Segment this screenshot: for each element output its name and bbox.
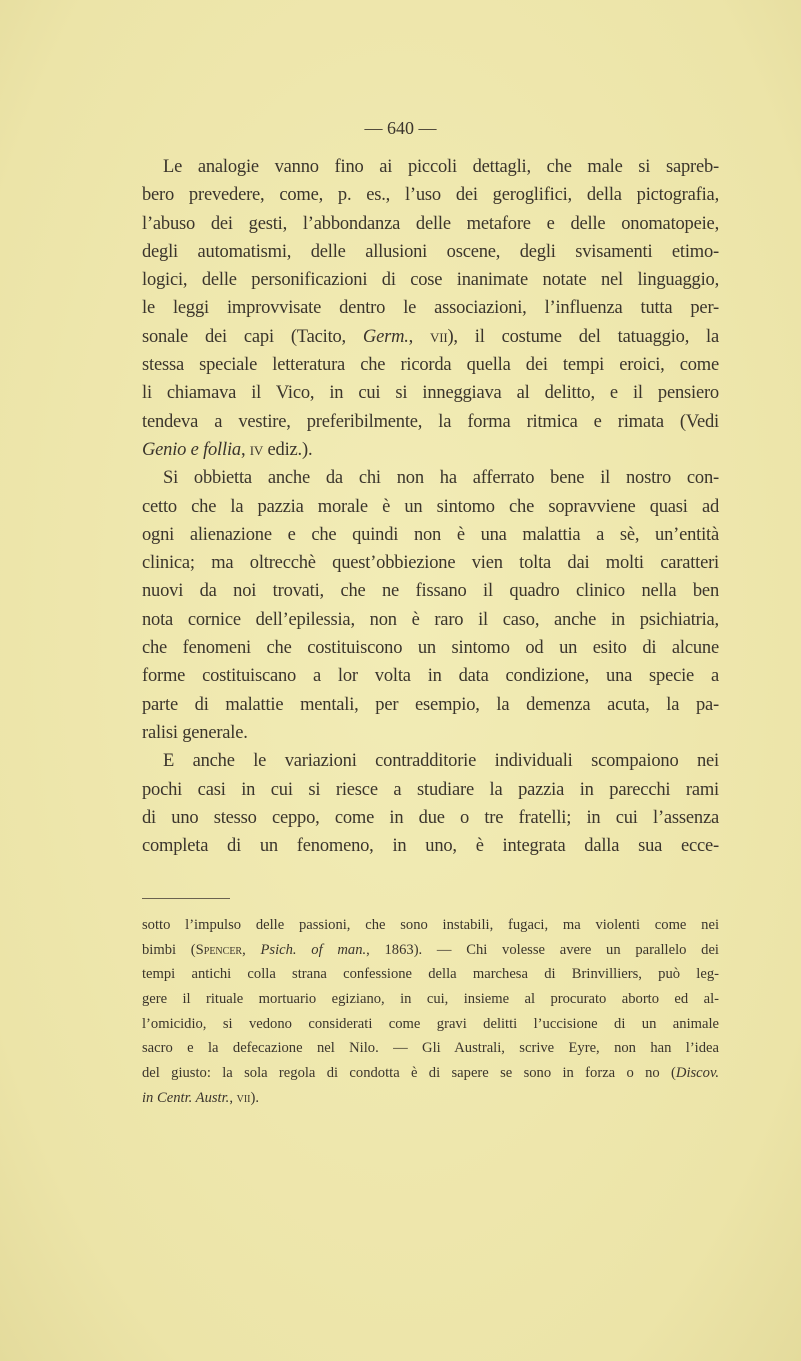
body-line [142, 691, 719, 719]
text-run: che fenomeni che costituiscono un sintomo od un esito di alcune [142, 638, 719, 659]
body-line [142, 351, 719, 379]
text-run: , [242, 941, 261, 958]
body-line [142, 464, 719, 492]
text-run: forme costituiscano a lor volta in data condizione, una specie a [142, 666, 719, 687]
text-run: gere il rituale mortuario egiziano, in cui, insieme al procurato aborto ed al- [142, 991, 719, 1008]
footnote-line [142, 987, 719, 1012]
text-run: nota cornice dell’epilessia, non è raro il caso, anche in psichiatria, [142, 609, 719, 630]
body-line [142, 521, 719, 549]
text-run: l’abuso dei gesti, l’abbondanza delle metafore e delle onomatopeie, [142, 213, 719, 234]
body-line [142, 436, 719, 464]
text-run: cetto che la pazzia morale è un sintomo che sopravviene quasi ad [142, 496, 719, 517]
text-run: Spencer [195, 941, 243, 958]
text-run: sonale dei capi (Tacito, [142, 326, 363, 347]
text-run: pochi casi in cui si riesce a studiare la pazzia in parecchi rami [142, 779, 719, 800]
body-line [142, 577, 719, 605]
body-line [142, 804, 719, 832]
page-number: — 640 — [364, 118, 437, 138]
body-line [142, 408, 719, 436]
footnote-line [142, 962, 719, 987]
body-text [142, 153, 719, 860]
text-run: bimbi ( [142, 941, 196, 958]
body-line [142, 323, 719, 351]
text-run: stessa speciale letteratura che ricorda quella dei tempi eroici, come [142, 355, 719, 376]
text-run: iv [249, 439, 264, 460]
text-run: parte di malattie mentali, per esempio, la demenza acuta, la pa- [142, 694, 719, 715]
text-run: del giusto: la sola regola di condotta è di sapere se sono in forza o no ( [142, 1065, 676, 1082]
text-run: , [229, 1089, 237, 1106]
text-run: ), il costume del tatuaggio, la [447, 326, 719, 347]
body-line [142, 662, 719, 690]
text-run: clinica; ma oltrecchè quest’obbiezione vien tolta dai molti caratteri [142, 553, 719, 574]
text-run: li chiamava il Vico, in cui si inneggiava al delitto, e il pensiero [142, 383, 719, 404]
body-line [142, 634, 719, 662]
body-line [142, 606, 719, 634]
text-run: di uno stesso ceppo, come in due o tre fratelli; in cui l’assenza [142, 807, 719, 828]
italic-text: Genio e follia [142, 439, 241, 460]
text-run: bero prevedere, come, p. es., l’uso dei geroglifici, della pictografia, [142, 185, 719, 206]
text-run: ediz.). [263, 439, 313, 460]
text-run: sotto l’impulso delle passioni, che sono instabili, fugaci, ma violenti come nei [142, 917, 719, 933]
footnote-line [142, 938, 719, 963]
footnote-separator [142, 898, 230, 899]
body-line [142, 238, 719, 266]
footnote-line [142, 1036, 719, 1061]
italic-text: in Centr. Austr. [142, 1089, 230, 1106]
body-line [142, 549, 719, 577]
text-run: , 1863). — Chi volesse avere un parallelo dei [366, 941, 719, 958]
text-run: logici, delle personificazioni di cose inanimate notate nel linguaggio, [142, 270, 719, 291]
text-run: vii [430, 326, 448, 347]
text-run: ). [250, 1089, 260, 1106]
footnote-text [142, 913, 719, 1111]
body-line [142, 719, 719, 747]
body-line [142, 210, 719, 238]
text-run: tendeva a vestire, preferibilmente, la forma ritmica e rimata (Vedi [142, 411, 719, 432]
body-line [142, 153, 719, 181]
body-line [142, 776, 719, 804]
italic-text: Germ. [362, 326, 409, 347]
body-line [142, 747, 719, 775]
text-run: l’omicidio, si vedono considerati come gravi delitti l’uccisione di un animale [142, 1015, 719, 1032]
text-run: Le analogie vanno fino ai piccoli dettagli, che male si sapreb- [163, 157, 719, 177]
text-run: ogni alienazione e che quindi non è una malattia a sè, un’entità [142, 524, 719, 545]
body-line [142, 266, 719, 294]
text-run: ralisi generale. [142, 722, 248, 743]
text-run: , [408, 326, 431, 347]
text-run: E anche le variazioni contradditorie individuali scompaiono nei [163, 751, 719, 772]
text-run: vii [236, 1089, 251, 1106]
body-line [142, 294, 719, 322]
text-run: nuovi da noi trovati, che ne fissano il quadro clinico nella ben [142, 581, 719, 602]
body-line [142, 181, 719, 209]
body-line [142, 493, 719, 521]
footnote-line [142, 1012, 719, 1037]
footnote-line [142, 1061, 719, 1086]
text-run: , [240, 439, 250, 460]
text-run: tempi antichi colla strana confessione della marchesa di Brinvilliers, può leg- [142, 966, 719, 983]
text-run: sacro e la defecazione nel Nilo. — Gli Australi, scrive Eyre, non han l’idea [142, 1040, 719, 1057]
footnote-line [142, 913, 719, 938]
text-run: completa di un fenomeno, in uno, è integrata dalla sua ecce- [142, 836, 719, 857]
body-line [142, 832, 719, 860]
italic-text: Psich. of man. [260, 941, 367, 958]
italic-text: Discov. [675, 1065, 719, 1082]
text-run: Si obbietta anche da chi non ha afferrato bene il nostro con- [163, 468, 719, 489]
text-run: degli automatismi, delle allusioni oscene, degli svisamenti etimo- [142, 241, 719, 262]
body-line [142, 379, 719, 407]
footnote-line [142, 1086, 719, 1111]
text-run: le leggi improvvisate dentro le associazioni, l’influenza tutta per- [142, 298, 719, 319]
